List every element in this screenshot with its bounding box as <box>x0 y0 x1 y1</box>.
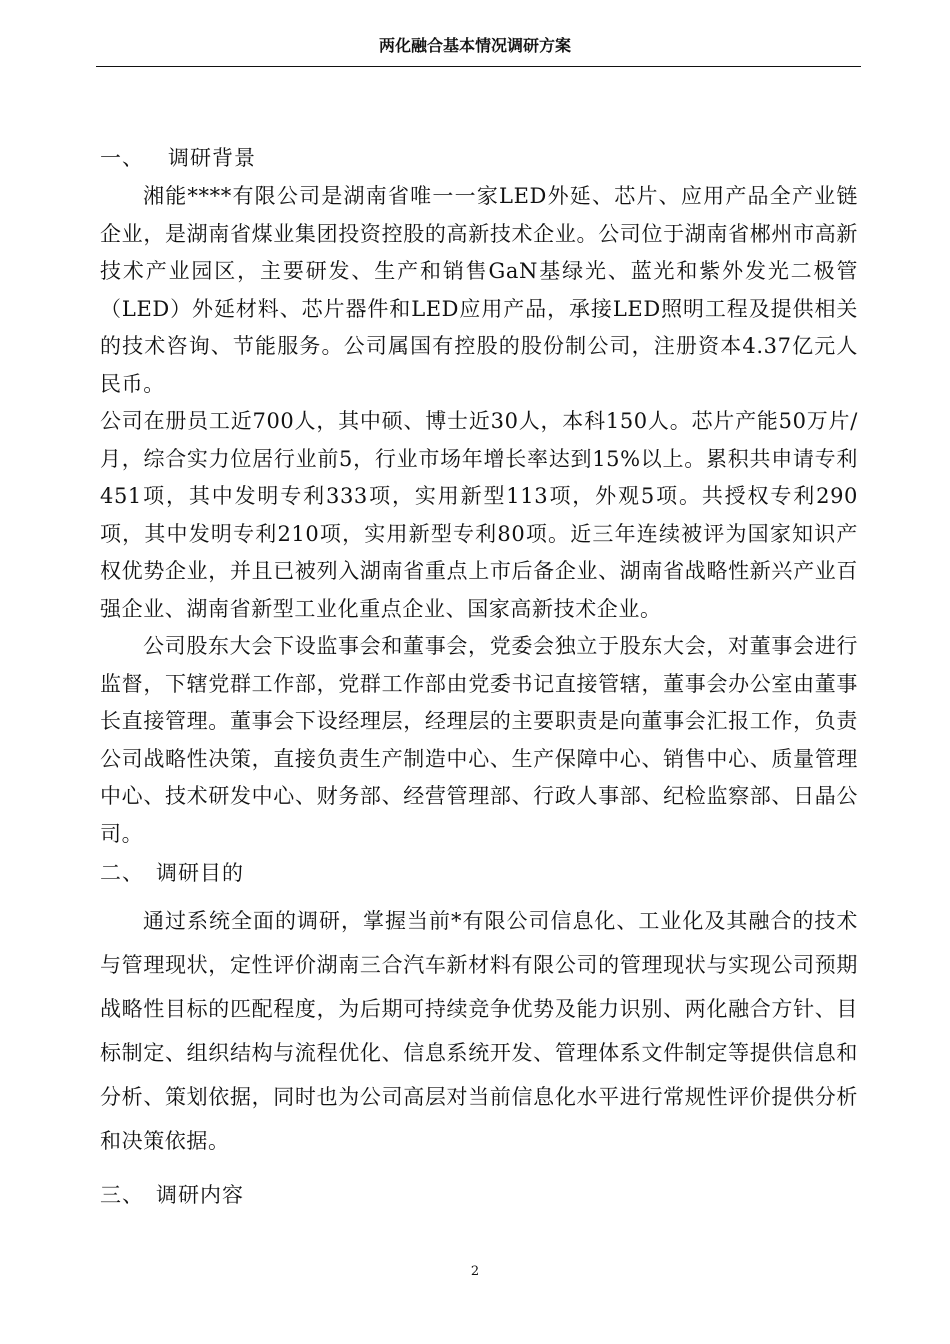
paragraph-purpose: 通过系统全面的调研，掌握当前*有限公司信息化、工业化及其融合的技术与管理现状，定性评价湖南三合汽车新材料有限公司的管理现状与实现公司预期战略性目标的匹配程度，为后期可持续竞争优势及能力识别、两化融合方针、目标制定、组织结构与流程优化、信息系统开发、管理体系文件制定等提供信息和分析、策划依据，同时也为公司高层对当前信息化水平进行常规性评价提供分析和决策依据。 <box>100 909 858 1153</box>
section-heading-background <box>100 138 858 178</box>
section-number: 二、 <box>100 861 144 885</box>
document-body <box>100 138 858 1215</box>
section-title: 调研内容 <box>156 1183 244 1207</box>
document-header-title: 两化融合基本情况调研方案 <box>378 36 571 55</box>
header-divider <box>96 66 861 67</box>
section-number: 一、 <box>100 146 144 170</box>
section-heading-content <box>100 1175 858 1215</box>
paragraph-company-intro: 湘能****有限公司是湖南省唯一一家LED外延、芯片、应用产品全产业链企业，是湖南省煤业集团投资控股的高新技术企业。公司位于湖南省郴州市高新技术产业园区，主要研发、生产和销售GaN基绿光、蓝光和紫外发光二极管（LED）外延材料、芯片器件和LED应用产品，承接LED照明工程及提供相关的技术咨询、节能服务。公司属国有控股的股份制公司，注册资本4.37亿元人民币。 <box>100 184 858 396</box>
section-title: 调研背景 <box>168 146 256 170</box>
section-heading-purpose <box>100 853 858 893</box>
paragraph-company-staff: 公司在册员工近700人，其中硕、博士近30人，本科150人。芯片产能50万片/月，综合实力位居行业前5，行业市场年增长率达到15%以上。累积共申请专利451项，其中发明专利333项，实用新型113项，外观5项。共授权专利290项，其中发明专利210项，实用新型专利80项。近三年连续被评为国家知识产权优势企业，并且已被列入湖南省重点上市后备企业、湖南省战略性新兴产业百强企业、湖南省新型工业化重点企业、国家高新技术企业。 <box>100 409 858 621</box>
page-number: 2 <box>470 1264 480 1279</box>
paragraph-company-structure: 公司股东大会下设监事会和董事会，党委会独立于股东大会，对董事会进行监督，下辖党群工作部，党群工作部由党委书记直接管辖，董事会办公室由董事长直接管理。董事会下设经理层，经理层的主要职责是向董事会汇报工作，负责公司战略性决策，直接负责生产制造中心、生产保障中心、销售中心、质量管理中心、技术研发中心、财务部、经营管理部、行政人事部、纪检监察部、日晶公司。 <box>100 634 858 846</box>
section-number: 三、 <box>100 1183 144 1207</box>
section-title: 调研目的 <box>156 861 244 885</box>
